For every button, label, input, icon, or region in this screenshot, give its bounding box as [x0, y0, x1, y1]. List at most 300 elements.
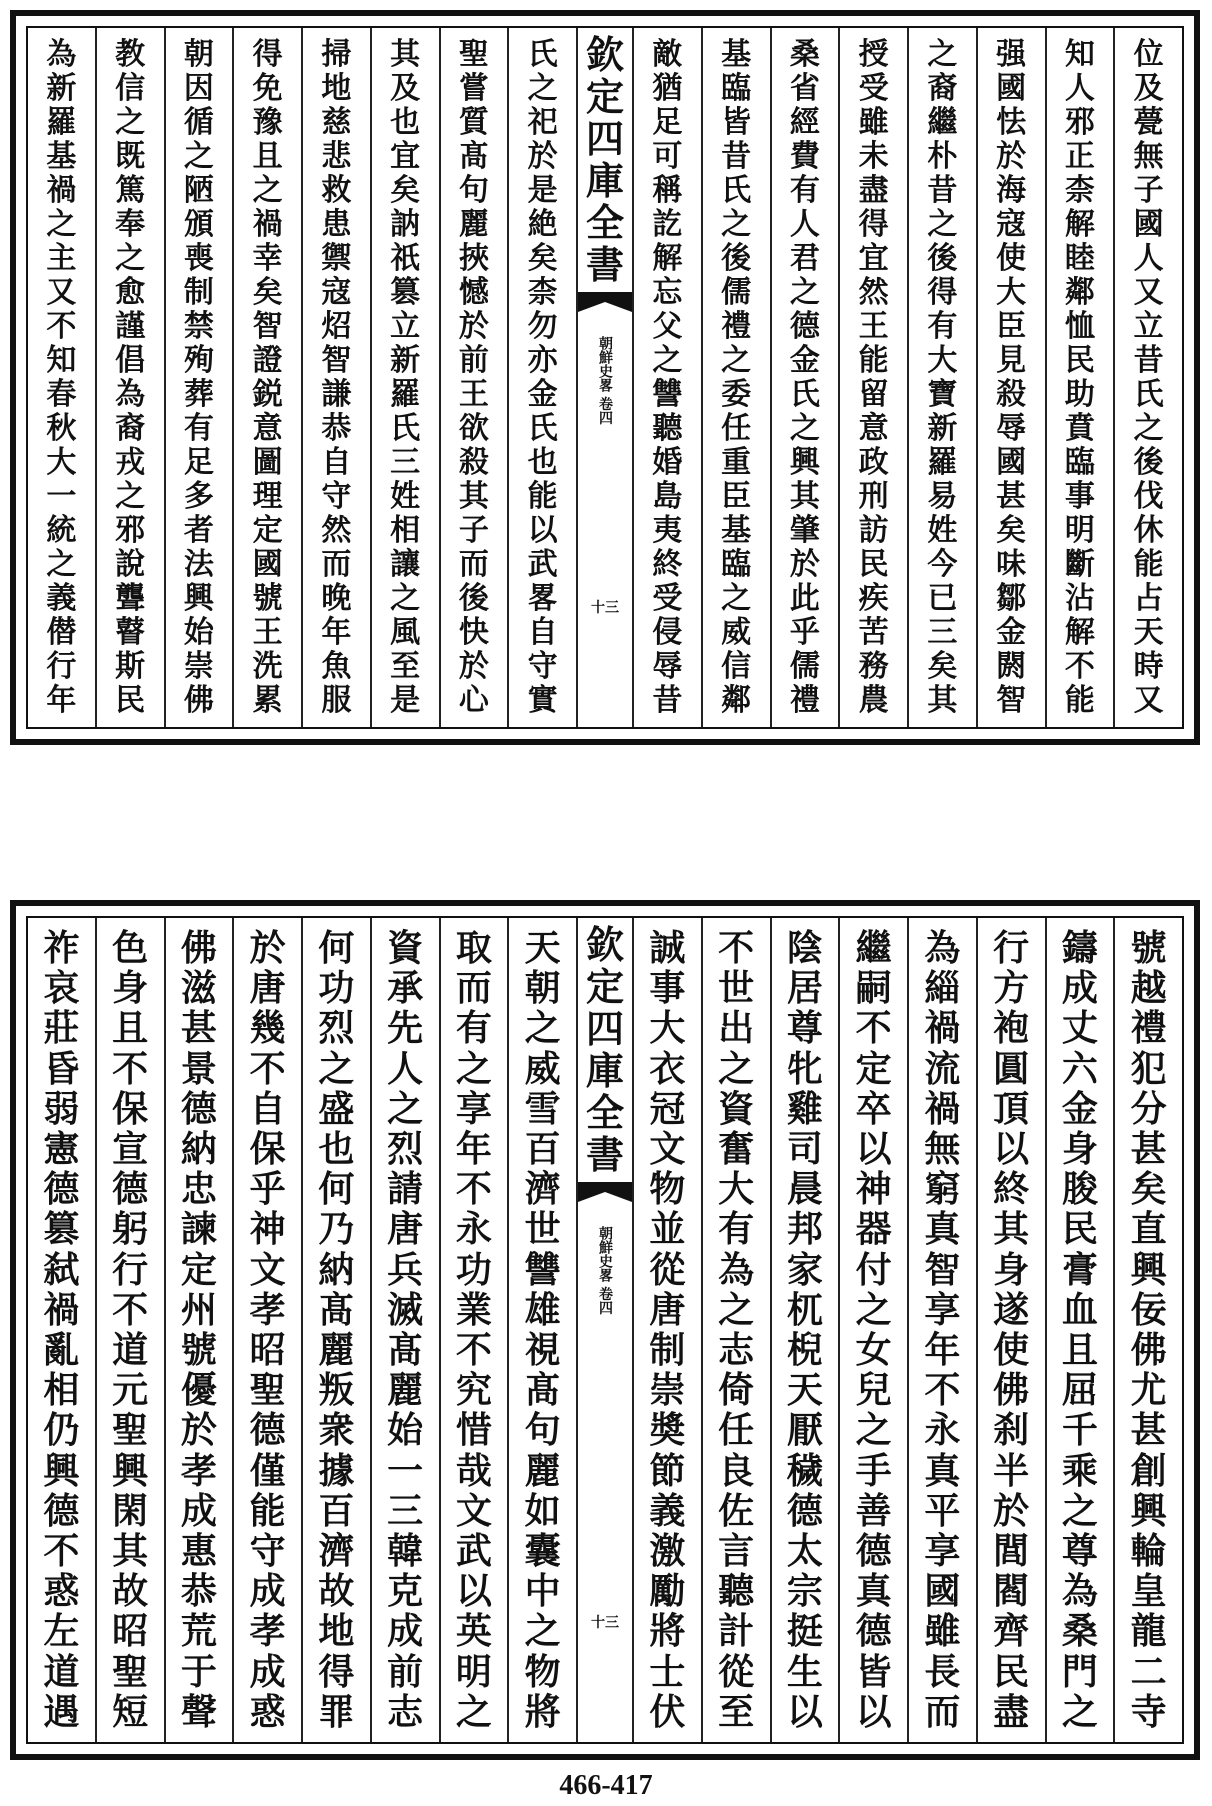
glyph: 氏	[390, 411, 421, 446]
glyph: 如	[524, 1489, 561, 1532]
glyph: 惜	[455, 1409, 492, 1452]
glyph: 之	[1133, 411, 1164, 446]
glyph: 為	[924, 927, 961, 969]
glyph: 智	[996, 683, 1027, 718]
glyph: 德	[855, 1610, 892, 1653]
glyph: 意	[252, 411, 283, 446]
glyph: 崇	[183, 649, 214, 684]
glyph: 因	[183, 71, 214, 106]
glyph: 以	[993, 1128, 1030, 1171]
glyph: 委	[721, 377, 752, 412]
glyph: 緇	[924, 967, 961, 1010]
glyph: 證	[252, 343, 283, 378]
glyph: 明	[1064, 513, 1095, 548]
glyph: 相	[390, 513, 421, 548]
glyph: 於	[458, 649, 489, 684]
glyph: 於	[458, 309, 489, 344]
glyph: 裔	[927, 71, 958, 106]
glyph: 書	[585, 1132, 624, 1177]
glyph: 盡	[858, 173, 889, 208]
glyph: 羅	[46, 105, 77, 140]
glyph: 秋	[46, 411, 77, 446]
glyph: 殺	[996, 377, 1027, 412]
glyph: 又	[1133, 683, 1164, 718]
glyph: 士	[649, 1650, 686, 1693]
glyph: 前	[387, 1650, 424, 1693]
glyph: 事	[1064, 479, 1095, 514]
glyph: 興	[1130, 1248, 1167, 1291]
glyph: 之	[927, 37, 958, 72]
glyph: 圓	[993, 1047, 1030, 1090]
glyph: 氏	[527, 37, 558, 72]
glyph: 位	[1133, 37, 1164, 72]
glyph: 恭	[180, 1570, 217, 1613]
glyph: 又	[1133, 275, 1164, 310]
glyph: 大	[718, 1168, 755, 1211]
glyph: 德	[43, 1168, 80, 1211]
glyph: 元	[112, 1369, 149, 1412]
glyph: 有	[789, 173, 820, 208]
text-column	[439, 28, 508, 727]
glyph: 始	[387, 1409, 424, 1452]
glyph: 烈	[318, 1007, 355, 1050]
glyph: 禮	[1130, 1007, 1167, 1050]
glyph: 遂	[993, 1288, 1030, 1331]
glyph: 不	[112, 1047, 149, 1090]
glyph: 風	[390, 615, 421, 650]
glyph: 閼	[996, 649, 1027, 684]
glyph: 佛	[183, 683, 214, 718]
glyph: 至	[390, 649, 421, 684]
glyph: 之	[390, 581, 421, 616]
glyph: 永	[455, 1208, 492, 1251]
glyph: 為	[718, 1248, 755, 1291]
glyph: 人	[1133, 241, 1164, 276]
glyph: 省	[789, 71, 820, 106]
glyph: 尤	[1130, 1369, 1167, 1412]
glyph: 時	[1133, 649, 1164, 684]
glyph: 守	[249, 1530, 286, 1573]
glyph: 之	[527, 71, 558, 106]
glyph: 遇	[43, 1690, 80, 1733]
glyph: 禮	[789, 683, 820, 718]
glyph: 聖	[458, 37, 489, 72]
glyph: 尊	[786, 1007, 823, 1050]
glyph: 中	[524, 1570, 561, 1613]
glyph: 納	[180, 1128, 217, 1171]
glyph: 四	[585, 116, 624, 161]
glyph: 然	[858, 275, 889, 310]
glyph: 桑	[1061, 1610, 1098, 1653]
glyph: 民	[1061, 1208, 1098, 1251]
glyph: 聖	[112, 1409, 149, 1452]
glyph: 斯	[115, 649, 146, 684]
glyph: 從	[649, 1248, 686, 1291]
glyph: 讐	[652, 377, 683, 412]
glyph: 之	[789, 411, 820, 446]
glyph: 德	[249, 1409, 286, 1452]
glyph: 王	[252, 615, 283, 650]
text-column	[370, 28, 439, 727]
glyph: 絶	[527, 207, 558, 242]
glyph: 定	[585, 964, 624, 1009]
glyph: 出	[718, 1007, 755, 1050]
glyph: 其	[458, 479, 489, 514]
bottom-page-panel	[10, 900, 1200, 1760]
glyph: 付	[855, 1248, 892, 1291]
glyph: 誠	[649, 927, 686, 969]
glyph: 孝	[249, 1610, 286, 1653]
glyph: 國	[1133, 207, 1164, 242]
glyph: 臣	[721, 479, 752, 514]
glyph: 解	[652, 241, 683, 276]
glyph: 之	[252, 173, 283, 208]
glyph: 使	[996, 241, 1027, 276]
glyph: 春	[46, 377, 77, 412]
glyph: 愈	[115, 275, 146, 310]
glyph: 之	[318, 1047, 355, 1090]
glyph: 能	[1064, 683, 1095, 718]
glyph: 惠	[180, 1530, 217, 1573]
glyph: 二	[1130, 1650, 1167, 1693]
glyph: 且	[1061, 1329, 1098, 1372]
glyph: 盛	[318, 1087, 355, 1130]
text-column	[164, 918, 233, 1742]
glyph: 寇	[996, 207, 1027, 242]
glyph: 忠	[180, 1168, 217, 1211]
glyph: 不	[455, 1168, 492, 1211]
glyph: 智	[924, 1248, 961, 1291]
glyph: 文	[455, 1489, 492, 1532]
glyph: 宜	[858, 241, 889, 276]
glyph: 三	[927, 615, 958, 650]
glyph: 夷	[652, 513, 683, 548]
glyph: 將	[524, 1690, 561, 1733]
glyph: 千	[1061, 1409, 1098, 1452]
glyph: 聖	[249, 1369, 286, 1412]
glyph: 之	[652, 343, 683, 378]
glyph: 說	[115, 547, 146, 582]
glyph: 麗	[318, 1329, 355, 1372]
glyph: 也	[527, 445, 558, 480]
glyph: 解	[1064, 615, 1095, 650]
glyph: 義	[649, 1489, 686, 1532]
glyph: 莊	[43, 1007, 80, 1050]
glyph: 謙	[321, 377, 352, 412]
glyph: 享	[455, 1087, 492, 1130]
glyph: 於	[789, 547, 820, 582]
glyph: 子	[1133, 173, 1164, 208]
glyph: 稱	[652, 173, 683, 208]
glyph: 無	[924, 1128, 961, 1171]
glyph: 禍	[924, 1007, 961, 1050]
glyph: 囊	[524, 1530, 561, 1573]
glyph: 年	[321, 615, 352, 650]
glyph: 朝	[524, 967, 561, 1010]
glyph: 柰	[1064, 173, 1095, 208]
glyph: 挾	[458, 241, 489, 276]
glyph: 頒	[183, 207, 214, 242]
glyph: 麗	[524, 1449, 561, 1492]
glyph: 受	[858, 71, 889, 106]
glyph: 刹	[993, 1409, 1030, 1452]
text-column	[632, 918, 701, 1742]
text-column	[301, 918, 370, 1742]
glyph: 欲	[458, 411, 489, 446]
glyph: 於	[993, 1489, 1030, 1532]
glyph: 民	[858, 547, 889, 582]
glyph: 受	[652, 581, 683, 616]
glyph: 佛	[180, 927, 217, 969]
glyph: 者	[183, 513, 214, 548]
text-column	[632, 28, 701, 727]
glyph: 之	[1061, 1489, 1098, 1532]
glyph: 無	[1133, 139, 1164, 174]
glyph: 佞	[1130, 1288, 1167, 1331]
glyph: 興	[789, 445, 820, 480]
glyph: 有	[718, 1208, 755, 1251]
glyph: 不	[1064, 649, 1095, 684]
text-column	[907, 28, 976, 727]
glyph: 何	[318, 1168, 355, 1211]
glyph: 民	[1064, 343, 1095, 378]
glyph: 既	[115, 139, 146, 174]
glyph: 矣	[996, 513, 1027, 548]
glyph: 司	[786, 1128, 823, 1171]
glyph: 之	[115, 479, 146, 514]
glyph: 武	[527, 547, 558, 582]
glyph: 卒	[855, 1087, 892, 1130]
glyph: 刑	[858, 479, 889, 514]
glyph: 三	[390, 445, 421, 480]
glyph: 髙	[458, 139, 489, 174]
glyph: 然	[321, 513, 352, 548]
glyph: 金	[789, 343, 820, 378]
top-column-grid	[26, 26, 1184, 729]
glyph: 以	[855, 1690, 892, 1733]
glyph: 威	[721, 615, 752, 650]
glyph: 不	[112, 1288, 149, 1331]
glyph: 足	[183, 445, 214, 480]
glyph: 國	[924, 1570, 961, 1613]
glyph: 休	[1133, 513, 1164, 548]
glyph: 髙	[387, 1329, 424, 1372]
glyph: 王	[858, 309, 889, 344]
glyph: 盡	[993, 1690, 1030, 1733]
glyph: 弑	[43, 1248, 80, 1291]
glyph: 視	[524, 1329, 561, 1372]
glyph: 味	[996, 547, 1027, 582]
glyph: 真	[924, 1449, 961, 1492]
glyph: 欽	[585, 922, 624, 967]
text-column	[907, 918, 976, 1742]
glyph: 閑	[112, 1489, 149, 1532]
glyph: 勵	[649, 1570, 686, 1613]
glyph: 大	[649, 1007, 686, 1050]
glyph: 故	[112, 1570, 149, 1613]
glyph: 叛	[318, 1369, 355, 1412]
glyph: 手	[855, 1449, 892, 1492]
glyph: 自	[527, 615, 558, 650]
glyph: 韓	[387, 1530, 424, 1573]
glyph: 幾	[249, 1007, 286, 1050]
glyph: 定	[855, 1047, 892, 1090]
glyph: 寶	[927, 377, 958, 412]
glyph: 助	[1064, 377, 1095, 412]
glyph: 禍	[43, 1288, 80, 1331]
glyph: 定	[252, 513, 283, 548]
glyph: 守	[321, 479, 352, 514]
glyph: 不	[46, 309, 77, 344]
glyph: 姓	[927, 513, 958, 548]
glyph: 鄰	[721, 683, 752, 718]
glyph: 成	[1061, 967, 1098, 1010]
glyph: 之	[387, 1087, 424, 1130]
glyph: 占	[1133, 581, 1164, 616]
text-column	[301, 28, 370, 727]
glyph: 嘗	[458, 71, 489, 106]
glyph: 興	[112, 1449, 149, 1492]
glyph: 邪	[1064, 105, 1095, 140]
text-column	[976, 28, 1045, 727]
glyph: 民	[993, 1650, 1030, 1693]
glyph: 新	[390, 343, 421, 378]
glyph: 之	[183, 139, 214, 174]
glyph: 平	[924, 1489, 961, 1532]
glyph: 孝	[249, 1288, 286, 1331]
glyph: 成	[180, 1489, 217, 1532]
glyph: 之	[721, 581, 752, 616]
glyph: 智	[321, 343, 352, 378]
glyph: 使	[993, 1329, 1030, 1372]
glyph: 何	[318, 927, 355, 969]
glyph: 亂	[43, 1329, 80, 1372]
glyph: 甍	[1133, 105, 1164, 140]
glyph: 故	[318, 1570, 355, 1613]
glyph: 祚	[43, 927, 80, 969]
glyph: 守	[527, 649, 558, 684]
glyph: 憾	[458, 275, 489, 310]
glyph: 其	[927, 683, 958, 718]
glyph: 掃	[321, 37, 352, 72]
glyph: 桑	[789, 37, 820, 72]
glyph: 今	[927, 547, 958, 582]
glyph: 皆	[721, 105, 752, 140]
center-fold-column	[576, 28, 632, 727]
glyph: 全	[585, 200, 624, 245]
glyph: 費	[789, 139, 820, 174]
glyph: 善	[855, 1489, 892, 1532]
glyph: 真	[855, 1570, 892, 1613]
glyph: 有	[455, 1007, 492, 1050]
glyph: 百	[524, 1128, 561, 1171]
glyph: 幸	[252, 241, 283, 276]
glyph: 羅	[927, 445, 958, 480]
text-column	[95, 28, 164, 727]
glyph: 基	[46, 139, 77, 174]
glyph: 統	[46, 513, 77, 548]
glyph: 年	[455, 1128, 492, 1171]
book-title	[586, 924, 624, 1176]
glyph: 自	[321, 445, 352, 480]
glyph: 膏	[1061, 1248, 1098, 1291]
book-title	[586, 34, 624, 286]
glyph: 疾	[858, 581, 889, 616]
glyph: 自	[249, 1087, 286, 1130]
glyph: 之	[46, 547, 77, 582]
text-column	[838, 918, 907, 1742]
text-column	[232, 28, 301, 727]
glyph: 雖	[858, 105, 889, 140]
glyph: 昏	[43, 1047, 80, 1090]
text-column	[1045, 28, 1114, 727]
glyph: 之	[721, 207, 752, 242]
glyph: 資	[387, 927, 424, 969]
glyph: 謹	[115, 309, 146, 344]
glyph: 地	[321, 71, 352, 106]
glyph: 生	[786, 1650, 823, 1693]
glyph: 居	[786, 967, 823, 1010]
glyph: 世	[524, 1208, 561, 1251]
glyph: 分	[1130, 1087, 1167, 1130]
glyph: 德	[112, 1168, 149, 1211]
glyph: 厭	[786, 1409, 823, 1452]
glyph: 衣	[649, 1047, 686, 1090]
glyph: 號	[180, 1329, 217, 1372]
glyph: 任	[718, 1409, 755, 1452]
glyph: 甚	[1130, 1409, 1167, 1452]
glyph: 德	[180, 1087, 217, 1130]
glyph: 保	[249, 1128, 286, 1171]
glyph: 佛	[993, 1369, 1030, 1412]
glyph: 直	[1130, 1208, 1167, 1251]
glyph: 棿	[786, 1329, 823, 1372]
glyph: 及	[1133, 71, 1164, 106]
glyph: 儒	[721, 275, 752, 310]
glyph: 之	[721, 343, 752, 378]
glyph: 之	[927, 207, 958, 242]
glyph: 短	[112, 1690, 149, 1733]
glyph: 犯	[1130, 1047, 1167, 1090]
glyph: 六	[1061, 1047, 1098, 1090]
glyph: 之	[524, 1007, 561, 1050]
glyph: 後	[927, 241, 958, 276]
glyph: 欽	[585, 32, 624, 77]
glyph: 斷	[1064, 547, 1095, 582]
glyph: 已	[927, 581, 958, 616]
glyph: 皆	[855, 1650, 892, 1693]
glyph: 優	[180, 1369, 217, 1412]
glyph: 享	[924, 1530, 961, 1573]
glyph: 取	[455, 927, 492, 969]
glyph: 恤	[1064, 309, 1095, 344]
glyph: 杌	[786, 1288, 823, 1331]
glyph: 禍	[924, 1087, 961, 1130]
glyph: 物	[649, 1168, 686, 1211]
glyph: 行	[46, 649, 77, 684]
glyph: 農	[858, 683, 889, 718]
glyph: 葬	[183, 377, 214, 412]
glyph: 智	[252, 309, 283, 344]
glyph: 志	[718, 1329, 755, 1372]
glyph: 篡	[390, 275, 421, 310]
glyph: 宜	[390, 139, 421, 174]
glyph: 百	[318, 1489, 355, 1532]
glyph: 真	[924, 1208, 961, 1251]
glyph: 滋	[180, 967, 217, 1010]
glyph: 天	[1133, 615, 1164, 650]
glyph: 易	[927, 479, 958, 514]
